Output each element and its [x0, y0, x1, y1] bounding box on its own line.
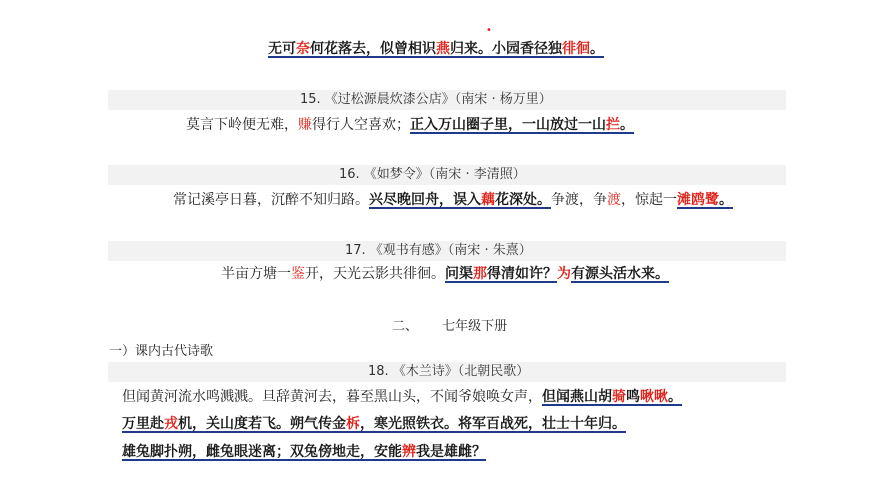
- text-segment: 但闻黄河流水鸣溅溅。旦辞黄河去，暮至黑山头，不闻爷娘唤女声，: [122, 389, 542, 405]
- text-segment: 为: [557, 266, 571, 282]
- poem-title-18: 18. 《木兰诗》（北朝民歌）: [368, 364, 530, 379]
- text-segment: 花深处。: [495, 192, 551, 208]
- text-segment: 何花落去，似曾相识: [310, 41, 436, 57]
- text-segment: 有源头活水来。: [571, 266, 669, 282]
- text-segment: ，寒光照铁衣。将军百战死，壮士十年归。: [360, 416, 626, 432]
- text-segment: 。: [719, 192, 733, 208]
- text-segment: 正入万山圈子里，一山放过一山: [410, 117, 606, 133]
- text-segment: 徘徊: [562, 41, 590, 57]
- text-segment: 渡: [607, 192, 621, 208]
- red-mark: •: [486, 25, 492, 36]
- text-segment: 得清如许？: [487, 266, 557, 282]
- poem-line-18-3: [122, 443, 486, 461]
- poem-line-17: [221, 265, 669, 283]
- subsection-heading: 一）课内古代诗歌: [109, 344, 214, 359]
- text-segment: 滩鸥鹭: [677, 192, 719, 208]
- text-segment: 。: [590, 41, 604, 57]
- text-segment: 开，天光云影共徘徊。: [305, 266, 445, 282]
- text-segment: 柝: [346, 416, 360, 432]
- text-segment: 问渠: [445, 266, 473, 282]
- text-segment: 半亩方塘一: [221, 266, 291, 282]
- poem-line-15: [186, 116, 634, 134]
- text-segment: 兴尽晚回舟，误入: [369, 192, 481, 208]
- poem-line-16: [173, 191, 733, 209]
- text-segment: 归来。小园香径独: [450, 41, 562, 57]
- text-segment: 赚: [298, 117, 312, 133]
- text-segment: 鸣: [626, 389, 640, 405]
- text-segment: 万里赴: [122, 416, 164, 432]
- text-segment: 常记溪亭日暮，沉醉不知归路。: [173, 192, 369, 208]
- section-title: 七年级下册: [442, 319, 508, 334]
- text-segment: 藕: [481, 192, 495, 208]
- text-segment: 鉴: [291, 266, 305, 282]
- text-segment: 。: [668, 389, 682, 405]
- section-number: 二、: [392, 319, 419, 334]
- poem-title-16: 16. 《如梦令》（南宋 · 李清照）: [339, 167, 526, 182]
- poem-line-18-1: [122, 388, 682, 406]
- text-segment: 啾啾: [640, 389, 668, 405]
- text-segment: 燕: [436, 41, 450, 57]
- poem-line-18-2: [122, 415, 626, 433]
- text-segment: 争渡，争: [551, 192, 607, 208]
- text-segment: 但闻燕山胡: [542, 389, 612, 405]
- section-heading: [392, 318, 507, 336]
- poem-line-top: [268, 40, 604, 58]
- text-segment: 戎: [164, 416, 178, 432]
- text-segment: 拦: [606, 117, 620, 133]
- text-segment: 得行人空喜欢；: [312, 117, 410, 133]
- text-segment: 我是雄雌？: [416, 444, 486, 460]
- poem-title-17: 17. 《观书有感》（南宋 · 朱熹）: [345, 243, 532, 258]
- text-segment: 。: [620, 117, 634, 133]
- text-segment: 辨: [402, 444, 416, 460]
- text-segment: 那: [473, 266, 487, 282]
- text-segment: 骑: [612, 389, 626, 405]
- text-segment: 无可: [268, 41, 296, 57]
- poem-title-15: 15. 《过松源晨炊漆公店》（南宋 · 杨万里）: [300, 92, 552, 107]
- text-segment: 奈: [296, 41, 310, 57]
- text-segment: 雄兔脚扑朔，雌兔眼迷离；双兔傍地走，安能: [122, 444, 402, 460]
- text-segment: 机，关山度若飞。朔气传金: [178, 416, 346, 432]
- text-segment: 莫言下岭便无难，: [186, 117, 298, 133]
- text-segment: ，惊起一: [621, 192, 677, 208]
